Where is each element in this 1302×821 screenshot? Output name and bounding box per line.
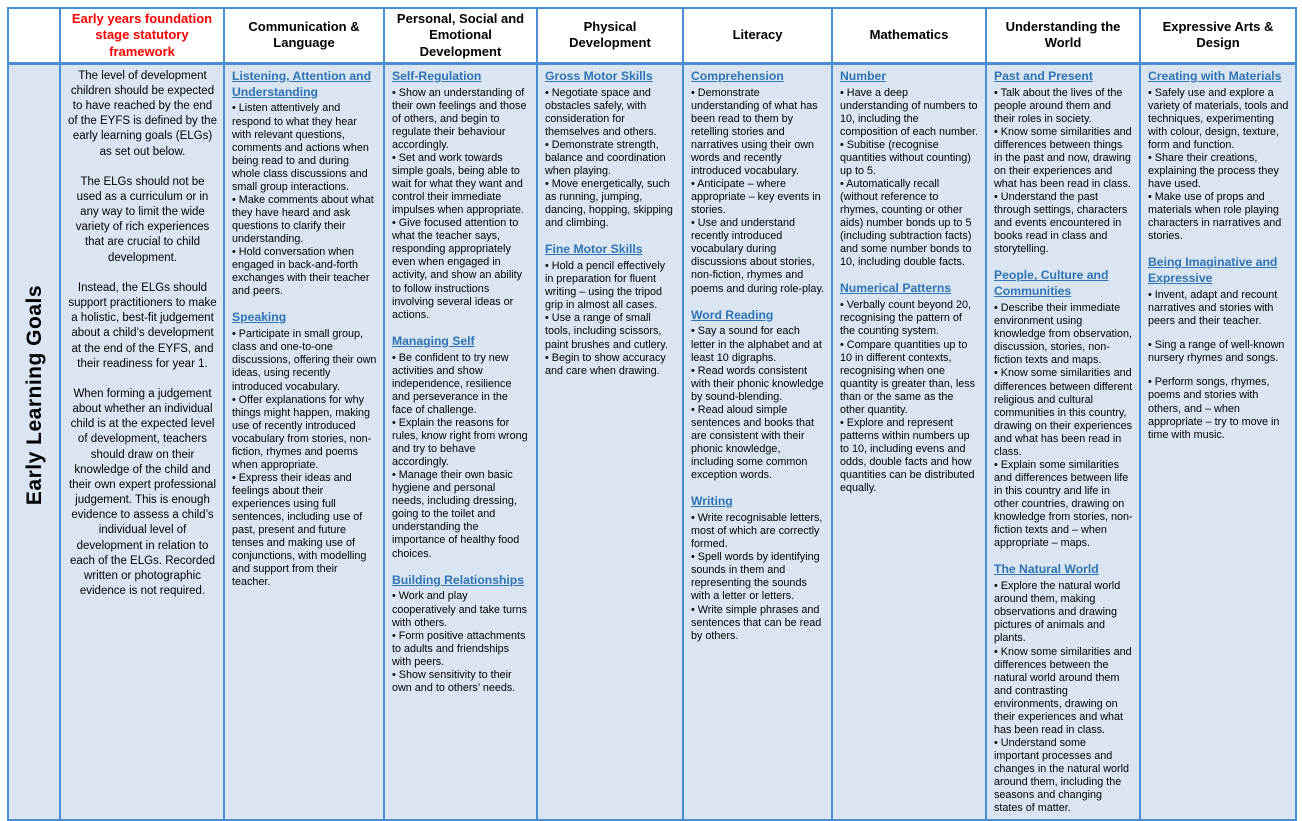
early-learning-goals-table [7,7,1297,821]
goal-bullet: • Explain the reasons for rules, know right from wrong and try to behave accordingly. [392,416,528,469]
goals-cell-physical-development [537,63,683,820]
table-body-row [8,63,1296,820]
goal-bullet: • Explore and represent patterns within numbers up to 10, including evens and odds, double facts and how quantities can be distributed equally. [840,416,975,495]
goal-bullet: • Talk about the lives of the people around them and their roles in society. [994,86,1123,125]
section-heading: Gross Motor Skills [545,68,653,83]
section-heading: Speaking [232,310,287,325]
goals-cell-personal-social-emotional [384,63,537,820]
goal-bullet: • Hold a pencil effectively in preparation for fluent writing – using the tripod grip in almost all cases. [545,260,666,312]
goal-bullet: • Show an understanding of their own feelings and those of others, and begin to regulate their behaviour accordingly. [392,86,527,151]
corner-cell [8,8,60,63]
intro-cell [60,63,224,820]
column-header-communication-language: Communication & Language [224,8,384,63]
goal-bullet: • Invent, adapt and recount narratives and stories with peers and their teacher. [1148,289,1278,328]
goal-section [994,562,1133,815]
goal-bullet: • Say a sound for each letter in the alphabet and at least 10 digraphs. [691,325,822,364]
goal-section [840,281,979,495]
section-heading: Fine Motor Skills [545,242,643,257]
table-header-row [8,8,1296,63]
column-header-physical-development: Physical Development [537,8,683,63]
goals-cell-literacy [683,63,832,820]
goal-bullet: • Safely use and explore a variety of materials, tools and techniques, experimenting with colour, design, texture, form and function. [1148,86,1289,151]
section-heading: Building Relationships [392,572,525,587]
goal-section [691,494,825,642]
goal-bullet: • Explain some similarities and differences between life in this country and life in other countries, drawing on knowledge from stories, non-fiction texts and – when appropriate – maps. [994,458,1133,550]
goal-bullet: • Know some similarities and differences between things in the past and now, drawing on their experiences and what has been read in class. [994,125,1132,191]
goal-bullet: • Listen attentively and respond to what they hear with relevant questions, comments and actions when being read to and during whole class discussions and small group interactions. [232,102,369,193]
goal-bullet: • Show sensitivity to their own and to others’ needs. [392,668,516,694]
goal-bullet: • Make use of props and materials when role playing characters in narratives and stories. [1148,191,1282,243]
section-heading: Being Imaginative and Expressive [1148,255,1278,286]
goal-bullet: • Describe their immediate environment using knowledge from observation, discussion, stories, non-fiction texts and maps. [994,302,1133,367]
goal-bullet: • Have a deep understanding of numbers to 10, including the composition of each number. [840,86,979,138]
intro-paragraph: When forming a judgement about whether an individual child is at the expected level of development, teachers should draw on their knowledge of the child and their own expert professional judgement. This is enough evidence to assess a child’s individual level of development in relation to each of the ELGs. Recorded written or photographic evidence is not required. [68,387,217,598]
column-header-understanding-the-world: Understanding the World [986,8,1140,63]
goal-bullet: • Compare quantities up to 10 in different contexts, recognising when one quantity is greater than, less than or the same as the other quantity. [840,338,976,416]
goal-bullet: • Know some similarities and differences between different religious and cultural communities in this country, drawing on their experiences and what has been read in class. [994,367,1133,458]
section-heading: People, Culture and Communities [994,268,1109,299]
column-header-personal-social-emotional: Personal, Social and Emotional Development [384,8,537,63]
goal-bullet: • Sing a range of well-known nursery rhymes and songs. [1148,339,1285,365]
goal-bullet: • Negotiate space and obstacles safely, with consideration for themselves and others. [545,86,657,138]
goal-bullet: • Use and understand recently introduced vocabulary during discussions about stories, non-fiction, rhymes and poems and during role-play. [691,217,825,295]
vertical-label-wrap [16,69,53,721]
goal-section [1148,255,1289,441]
goal-bullet: • Set and work towards simple goals, being able to wait for what they want and control their immediate impulses when appropriate. [392,151,525,217]
goal-section [392,69,530,322]
row-label-cell [8,63,60,820]
intro-paragraph: The ELGs should not be used as a curriculum or in any way to limit the wide variety of rich experiences that are crucial to child development. [75,175,210,264]
goal-bullet: • Explore the natural world around them, making observations and drawing pictures of animals and plants. [994,580,1121,645]
section-heading: Managing Self [392,333,475,348]
goal-bullet: • Make comments about what they have heard and ask questions to clarify their understanding. [232,193,374,246]
section-heading: The Natural World [994,562,1099,577]
section-heading: Word Reading [691,307,774,322]
goal-bullet: • Demonstrate strength, balance and coordination when playing. [545,138,666,177]
section-heading: Writing [691,494,733,509]
goal-bullet: • Anticipate – where appropriate – key events in stories. [691,178,821,217]
goal-bullet: • Manage their own basic hygiene and personal needs, including dressing, going to the toilet and understanding the importance of healthy food choices. [392,469,520,560]
goal-section [1148,69,1289,244]
goal-bullet: • Write recognisable letters, most of which are correctly formed. [691,512,823,551]
goal-section [232,310,377,589]
goal-bullet: • Spell words by identifying sounds in them and representing the sounds with a letter or letters. [691,551,820,603]
section-heading: Listening, Attention and Understanding [232,68,372,99]
column-header-expressive-arts-design: Expressive Arts & Design [1140,8,1296,63]
goal-bullet: • Write simple phrases and sentences that can be read by others. [691,603,822,642]
goal-section [545,69,676,231]
section-heading: Past and Present [994,68,1093,83]
goals-cell-understanding-the-world [986,63,1140,820]
goal-bullet: • Move energetically, such as running, jumping, dancing, hopping, skipping and climbing. [545,178,673,230]
goals-cell-expressive-arts-design [1140,63,1296,820]
goal-bullet: • Know some similarities and differences between the natural world around them and contrasting environments, drawing on their experiences and what has been read in class. [994,645,1132,736]
goal-bullet: • Perform songs, rhymes, poems and stories with others, and – when appropriate – try to move in time with music. [1148,376,1280,441]
goal-bullet: • Work and play cooperatively and take turns with others. [392,590,528,629]
goal-bullet: • Read words consistent with their phonic knowledge by sound-blending. [691,364,824,403]
goal-section [691,69,825,296]
intro-paragraph: The level of development children should be expected to have reached by the end of the EYFS is defined by the early learning goals (ELGs) as set out below. [68,69,217,158]
goal-section [392,573,530,695]
goal-bullet: • Share their creations, explaining the process they have used. [1148,151,1279,191]
goal-section [994,69,1133,257]
goal-bullet: • Hold conversation when engaged in back-and-forth exchanges with their teacher and peers. [232,246,370,298]
goals-cell-mathematics [832,63,986,820]
goal-bullet: • Automatically recall (without reference to rhymes, counting or other aids) number bonds up to 5 (including subtraction facts) and some number bonds to 10, including double facts. [840,178,972,269]
goal-bullet: • Understand the past through settings, characters and events encountered in books read in class and storytelling. [994,191,1128,256]
section-heading: Comprehension [691,68,784,83]
early-learning-goals-label: Early Learning Goals [22,284,46,505]
goal-bullet: • Offer explanations for why things might happen, making use of recently introduced vocabulary from stories, non-fiction, rhymes and poems when appropriate. [232,393,372,471]
section-heading: Creating with Materials [1148,68,1282,83]
goal-bullet: • Use a range of small tools, including scissors, paint brushes and cutlery. [545,312,668,351]
goal-section [691,308,825,483]
goal-bullet: • Be confident to try new activities and show independence, resilience and perseverance in the face of challenge. [392,351,512,416]
goal-section [840,69,979,270]
column-header-mathematics: Mathematics [832,8,986,63]
column-header-literacy: Literacy [683,8,832,63]
goal-bullet: • Begin to show accuracy and care when drawing. [545,351,666,377]
goal-bullet: • Demonstrate understanding of what has been read to them by retelling stories and narratives using their own words and recently introduced vocabulary. [691,86,818,177]
framework-header: Early years foundation stage statutory framework [60,8,224,63]
goal-bullet: • Subitise (recognise quantities without counting) up to 5. [840,138,971,177]
goal-section [232,69,377,299]
goals-cell-communication-language [224,63,384,820]
goal-bullet: • Give focused attention to what the teacher says, responding appropriately even when engaged in activity, and show an ability to follow instructions involving several ideas or actions. [392,217,523,321]
goal-bullet: • Read aloud simple sentences and books that are consistent with their phonic knowledge, including some common exception words. [691,403,815,482]
goal-section [994,268,1133,550]
goal-bullet: • Form positive attachments to adults and friendships with peers. [392,629,526,668]
goal-bullet: • Understand some important processes and changes in the natural world around them, including the seasons and changing states of matter. [994,736,1130,815]
intro-paragraph: Instead, the ELGs should support practitioners to make a holistic, best-fit judgement about a child’s development at the end of the EYFS, and their readiness for year 1. [68,281,217,370]
goal-section [392,334,530,561]
section-heading: Self-Regulation [392,68,482,83]
goal-section [545,242,676,377]
goal-bullet: • Express their ideas and feelings about their experiences using full sentences, including use of past, present and future tenses and making use of conjunctions, with modelling and support from their teacher. [232,471,367,589]
goal-bullet: • Participate in small group, class and one-to-one discussions, offering their own ideas, using recently introduced vocabulary. [232,328,377,393]
section-heading: Numerical Patterns [840,281,952,296]
goal-bullet: • Verbally count beyond 20, recognising the pattern of the counting system. [840,299,972,338]
section-heading: Number [840,68,887,83]
